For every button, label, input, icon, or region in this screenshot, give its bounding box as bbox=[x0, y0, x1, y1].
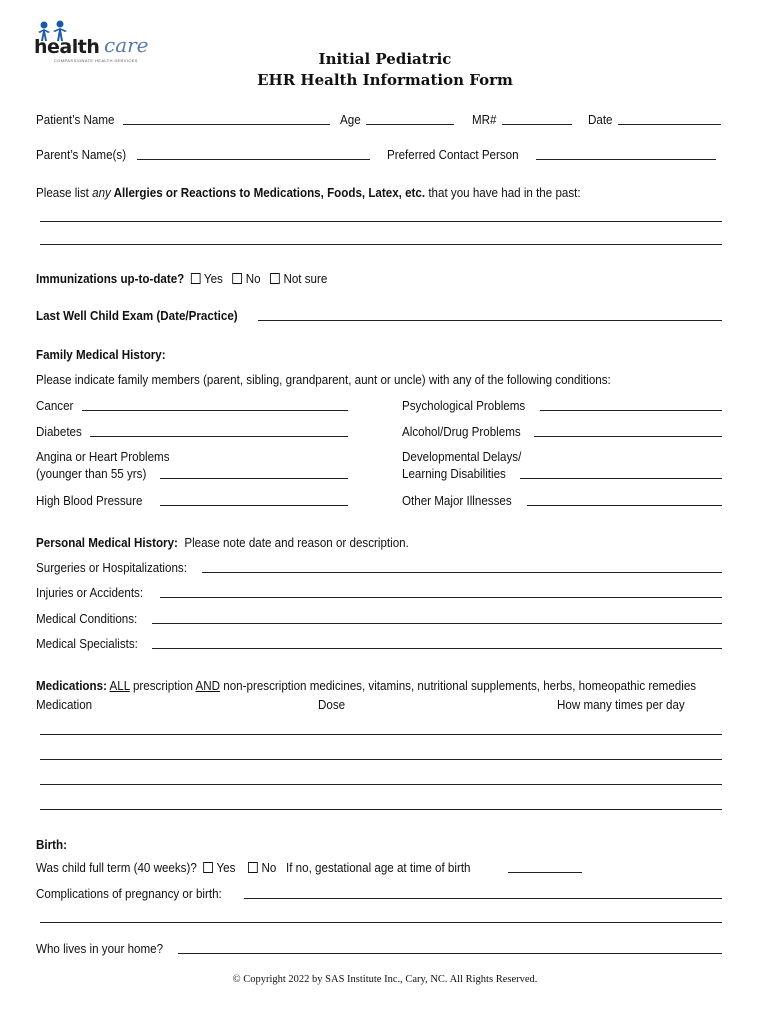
medical-specialists-label: Medical Specialists: bbox=[36, 636, 138, 651]
who-lives-label: Who lives in your home? bbox=[36, 941, 164, 956]
allergies-line-1[interactable] bbox=[40, 221, 722, 222]
contact-label: Preferred Contact Person bbox=[387, 147, 519, 162]
diabetes-field[interactable] bbox=[90, 436, 348, 437]
angina-label-2: (younger than 55 yrs) bbox=[36, 466, 147, 481]
developmental-label-1: Developmental Delays/ bbox=[402, 449, 522, 464]
allergies-line-2[interactable] bbox=[40, 244, 722, 245]
cancer-label: Cancer bbox=[36, 398, 74, 413]
logo-brand-script: care bbox=[104, 33, 149, 57]
family-history-instructions: Please indicate family members (parent, sibling, grandparent, aunt or uncle) with any of the following conditions: bbox=[36, 372, 611, 387]
parent-names-field[interactable] bbox=[137, 159, 370, 160]
injuries-field[interactable] bbox=[160, 597, 722, 598]
medical-specialists-field[interactable] bbox=[152, 648, 722, 649]
times-column-header: How many times per day bbox=[557, 697, 685, 712]
family-history-heading: Family Medical History: bbox=[36, 347, 166, 362]
logo-brand-bold: health bbox=[34, 36, 100, 58]
gestational-age-field[interactable] bbox=[508, 872, 582, 873]
other-illness-label: Other Major Illnesses bbox=[402, 493, 512, 508]
psych-label: Psychological Problems bbox=[402, 398, 526, 413]
medication-line-4[interactable] bbox=[40, 809, 722, 810]
alcohol-field[interactable] bbox=[534, 436, 722, 437]
hbp-field[interactable] bbox=[160, 505, 348, 506]
developmental-label-2: Learning Disabilities bbox=[402, 466, 506, 481]
immunizations-no-checkbox[interactable] bbox=[233, 273, 243, 284]
copyright-footer: © Copyright 2022 by SAS Institute Inc., Cary, NC. All Rights Reserved. bbox=[232, 974, 538, 985]
allergies-prompt: Please list any Allergies or Reactions to Medications, Foods, Latex, etc. that you have had in the past: bbox=[36, 185, 581, 200]
cancer-field[interactable] bbox=[82, 410, 348, 411]
age-label: Age bbox=[340, 112, 361, 127]
patient-name-label: Patient’s Name bbox=[36, 112, 115, 127]
psych-field[interactable] bbox=[540, 410, 722, 411]
medication-line-1[interactable] bbox=[40, 734, 722, 735]
mr-label: MR# bbox=[472, 112, 497, 127]
medication-column-header: Medication bbox=[36, 697, 93, 712]
complications-line-2[interactable] bbox=[40, 922, 722, 923]
alcohol-label: Alcohol/Drug Problems bbox=[402, 424, 521, 439]
surgeries-field[interactable] bbox=[202, 572, 722, 573]
full-term-row: Was child full term (40 weeks)? Yes No If no, gestational age at time of birth bbox=[36, 860, 471, 875]
contact-field[interactable] bbox=[536, 159, 716, 160]
date-label: Date bbox=[588, 112, 613, 127]
angina-field[interactable] bbox=[160, 478, 348, 479]
angina-label-1: Angina or Heart Problems bbox=[36, 449, 170, 464]
developmental-field[interactable] bbox=[520, 478, 722, 479]
immunizations-not-sure-checkbox[interactable] bbox=[270, 273, 280, 284]
last-exam-field[interactable] bbox=[258, 320, 722, 321]
who-lives-field[interactable] bbox=[178, 953, 722, 954]
injuries-label: Injuries or Accidents: bbox=[36, 585, 144, 600]
birth-heading: Birth: bbox=[36, 837, 67, 852]
other-illness-field[interactable] bbox=[527, 505, 722, 506]
patient-name-field[interactable] bbox=[123, 124, 330, 125]
title-line-2: EHR Health Information Form bbox=[257, 71, 513, 89]
complications-field[interactable] bbox=[244, 898, 722, 899]
medications-heading: Medications: ALL prescription AND non-prescription medicines, vitamins, nutritional supplements, herbs, homeopathic remedies bbox=[36, 678, 697, 693]
medication-line-3[interactable] bbox=[40, 784, 722, 785]
full-term-no-checkbox[interactable] bbox=[248, 862, 258, 873]
full-term-yes-checkbox[interactable] bbox=[203, 862, 213, 873]
logo-tagline: COMPASSIONATE HEALTH SERVICES bbox=[54, 58, 138, 63]
diabetes-label: Diabetes bbox=[36, 424, 82, 439]
mr-field[interactable] bbox=[502, 124, 572, 125]
date-field[interactable] bbox=[618, 124, 721, 125]
hbp-label: High Blood Pressure bbox=[36, 493, 143, 508]
personal-history-heading: Personal Medical History: Please note date and reason or description. bbox=[36, 535, 409, 550]
medication-line-2[interactable] bbox=[40, 759, 722, 760]
surgeries-label: Surgeries or Hospitalizations: bbox=[36, 560, 187, 575]
title-line-1: Initial Pediatric bbox=[318, 50, 452, 68]
complications-label: Complications of pregnancy or birth: bbox=[36, 886, 222, 901]
immunizations-row: Immunizations up-to-date? Yes No Not sure bbox=[36, 271, 328, 286]
last-exam-label: Last Well Child Exam (Date/Practice) bbox=[36, 308, 238, 323]
dose-column-header: Dose bbox=[318, 697, 346, 712]
medical-conditions-field[interactable] bbox=[152, 623, 722, 624]
age-field[interactable] bbox=[366, 124, 454, 125]
immunizations-yes-checkbox[interactable] bbox=[191, 273, 201, 284]
medical-conditions-label: Medical Conditions: bbox=[36, 611, 138, 626]
parent-names-label: Parent’s Name(s) bbox=[36, 147, 127, 162]
